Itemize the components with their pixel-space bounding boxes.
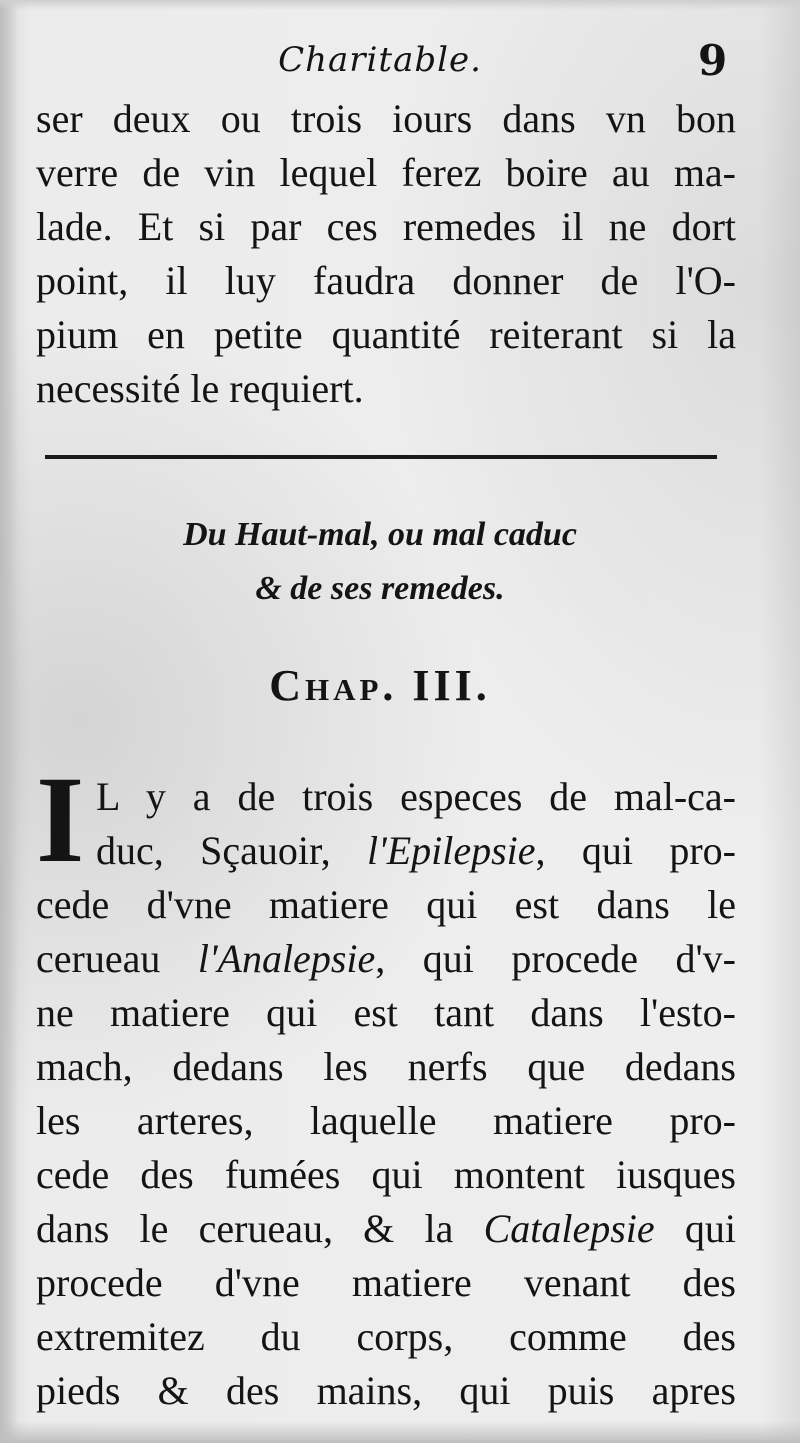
text-line: ne matiere qui est tant dans l'esto- (36, 990, 736, 1035)
page-top-shadow (0, 0, 800, 10)
text-line: les arteres, laquelle matiere pro- (36, 1098, 736, 1143)
running-head: Charitable. (278, 40, 482, 80)
text-line: procede d'vne matiere venant des (36, 1260, 736, 1305)
text-line: pieds & des mains, qui puis apres (36, 1368, 736, 1413)
text-run: duc, Sçauoir, (96, 828, 368, 873)
chapter-heading (0, 660, 760, 711)
text-line: lade. Et si par ces remedes il ne dort (36, 204, 736, 249)
section-title-line-2: & de ses remedes. (255, 570, 505, 607)
text-line: pium en petite quantité reiterant si la (36, 312, 736, 357)
text-line: ser deux ou trois iours dans vn bon (36, 96, 736, 141)
text-line: necessité le requiert. (36, 366, 364, 411)
page-number: 9 (698, 36, 728, 85)
term-epilepsie: l'Epilepsie (367, 828, 536, 873)
page-gutter-shadow (0, 0, 18, 1443)
text-line: cede d'vne matiere qui est dans le (36, 882, 736, 927)
chapter-number: III. (412, 661, 491, 710)
text-line: verre de vin lequel ferez boire au ma- (36, 150, 736, 195)
text-line: extremitez du corps, comme des (36, 1314, 736, 1359)
drop-cap-initial: I (36, 751, 85, 888)
term-catalepsie: Catalepsie (483, 1206, 655, 1251)
section-divider-rule (45, 455, 717, 459)
chapter-body-text (36, 751, 736, 1418)
previous-chapter-text (36, 92, 736, 416)
chapter-word: Chap. (269, 661, 398, 710)
text-line: mach, dedans les nerfs que dedans (36, 1044, 736, 1089)
text-line: L y a de trois especes de mal-ca- (96, 774, 736, 819)
term-analepsie: l'Analepsie (197, 936, 376, 981)
text-run: , qui procede d'v- (375, 936, 736, 981)
text-run: qui (654, 1206, 736, 1251)
page-bottom-shadow (0, 1421, 800, 1443)
text-line (36, 1202, 736, 1256)
text-line (36, 932, 736, 986)
text-line: cede des fumées qui montent iusques (36, 1152, 736, 1197)
text-line: point, il luy faudra donner de l'O- (36, 258, 736, 303)
text-line (36, 824, 736, 878)
text-run: cerueau (36, 936, 198, 981)
section-title-line-1: Du Haut-mal, ou mal caduc (183, 516, 577, 553)
text-run: dans le cerueau, & la (36, 1206, 484, 1251)
text-run: , qui pro- (535, 828, 736, 873)
